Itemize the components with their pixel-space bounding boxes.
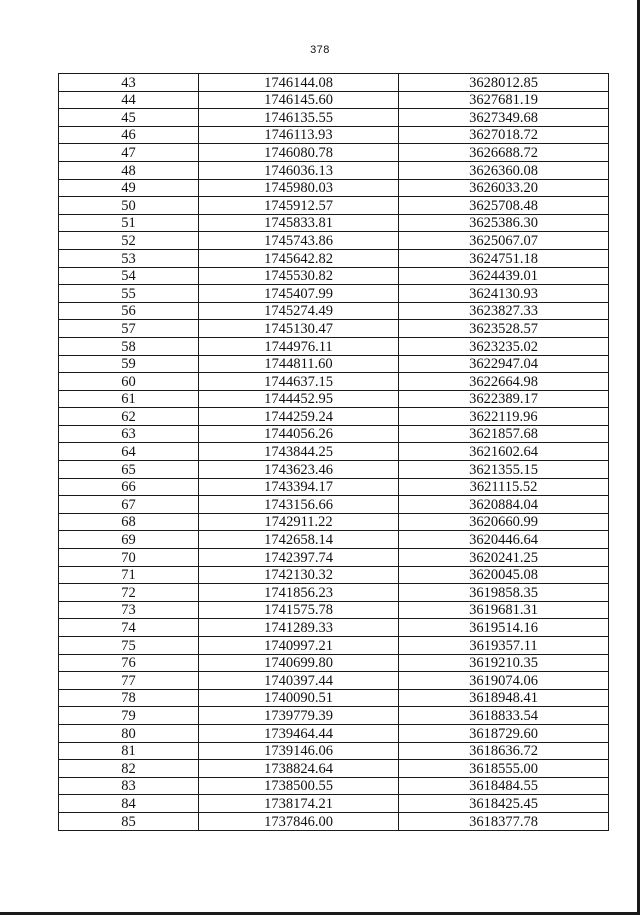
x-coordinate-cell: 1744811.60 — [199, 355, 399, 373]
table-row — [59, 584, 609, 602]
table-row — [59, 654, 609, 672]
table-row — [59, 390, 609, 408]
point-number-cell: 69 — [59, 531, 199, 549]
x-coordinate-cell: 1739464.44 — [199, 724, 399, 742]
page-number: 378 — [310, 44, 330, 56]
point-number-cell: 66 — [59, 478, 199, 496]
x-coordinate-cell: 1745274.49 — [199, 302, 399, 320]
y-coordinate-cell: 3619357.11 — [399, 637, 609, 655]
y-coordinate-cell: 3620045.08 — [399, 566, 609, 584]
table-row — [59, 619, 609, 637]
point-number-cell: 62 — [59, 408, 199, 426]
point-number-cell: 54 — [59, 267, 199, 285]
table-row — [59, 74, 609, 92]
table-row — [59, 601, 609, 619]
table-row — [59, 214, 609, 232]
x-coordinate-cell: 1742911.22 — [199, 513, 399, 531]
y-coordinate-cell: 3621602.64 — [399, 443, 609, 461]
table-row — [59, 689, 609, 707]
coordinate-table — [58, 73, 609, 831]
y-coordinate-cell: 3626360.08 — [399, 161, 609, 179]
table-row — [59, 161, 609, 179]
table-row — [59, 267, 609, 285]
table-row — [59, 812, 609, 830]
table-row — [59, 197, 609, 215]
point-number-cell: 75 — [59, 637, 199, 655]
y-coordinate-cell: 3624439.01 — [399, 267, 609, 285]
table-row — [59, 109, 609, 127]
x-coordinate-cell: 1746080.78 — [199, 144, 399, 162]
y-coordinate-cell: 3618833.54 — [399, 707, 609, 725]
y-coordinate-cell: 3626033.20 — [399, 179, 609, 197]
x-coordinate-cell: 1739146.06 — [199, 742, 399, 760]
y-coordinate-cell: 3618729.60 — [399, 724, 609, 742]
table-row — [59, 566, 609, 584]
y-coordinate-cell: 3618948.41 — [399, 689, 609, 707]
y-coordinate-cell: 3627349.68 — [399, 109, 609, 127]
x-coordinate-cell: 1745912.57 — [199, 197, 399, 215]
y-coordinate-cell: 3622119.96 — [399, 408, 609, 426]
point-number-cell: 52 — [59, 232, 199, 250]
table-body — [59, 74, 609, 831]
y-coordinate-cell: 3626688.72 — [399, 144, 609, 162]
y-coordinate-cell: 3619210.35 — [399, 654, 609, 672]
point-number-cell: 74 — [59, 619, 199, 637]
point-number-cell: 77 — [59, 672, 199, 690]
table-row — [59, 531, 609, 549]
point-number-cell: 82 — [59, 760, 199, 778]
table-row — [59, 513, 609, 531]
point-number-cell: 81 — [59, 742, 199, 760]
table-row — [59, 179, 609, 197]
point-number-cell: 43 — [59, 74, 199, 92]
table-row — [59, 425, 609, 443]
y-coordinate-cell: 3621857.68 — [399, 425, 609, 443]
y-coordinate-cell: 3619074.06 — [399, 672, 609, 690]
x-coordinate-cell: 1743394.17 — [199, 478, 399, 496]
table-row — [59, 126, 609, 144]
point-number-cell: 45 — [59, 109, 199, 127]
point-number-cell: 78 — [59, 689, 199, 707]
point-number-cell: 51 — [59, 214, 199, 232]
point-number-cell: 72 — [59, 584, 199, 602]
y-coordinate-cell: 3619514.16 — [399, 619, 609, 637]
point-number-cell: 79 — [59, 707, 199, 725]
point-number-cell: 85 — [59, 812, 199, 830]
point-number-cell: 58 — [59, 337, 199, 355]
table-row — [59, 443, 609, 461]
y-coordinate-cell: 3625386.30 — [399, 214, 609, 232]
x-coordinate-cell: 1742130.32 — [199, 566, 399, 584]
point-number-cell: 53 — [59, 249, 199, 267]
point-number-cell: 56 — [59, 302, 199, 320]
x-coordinate-cell: 1745980.03 — [199, 179, 399, 197]
table-row — [59, 320, 609, 338]
point-number-cell: 49 — [59, 179, 199, 197]
table-row — [59, 760, 609, 778]
y-coordinate-cell: 3627681.19 — [399, 91, 609, 109]
y-coordinate-cell: 3620660.99 — [399, 513, 609, 531]
y-coordinate-cell: 3618377.78 — [399, 812, 609, 830]
y-coordinate-cell: 3620884.04 — [399, 496, 609, 514]
x-coordinate-cell: 1743844.25 — [199, 443, 399, 461]
x-coordinate-cell: 1746135.55 — [199, 109, 399, 127]
y-coordinate-cell: 3628012.85 — [399, 74, 609, 92]
x-coordinate-cell: 1745130.47 — [199, 320, 399, 338]
point-number-cell: 68 — [59, 513, 199, 531]
x-coordinate-cell: 1740090.51 — [199, 689, 399, 707]
y-coordinate-cell: 3619858.35 — [399, 584, 609, 602]
point-number-cell: 63 — [59, 425, 199, 443]
y-coordinate-cell: 3623528.57 — [399, 320, 609, 338]
point-number-cell: 64 — [59, 443, 199, 461]
x-coordinate-cell: 1746145.60 — [199, 91, 399, 109]
point-number-cell: 65 — [59, 461, 199, 479]
y-coordinate-cell: 3618484.55 — [399, 777, 609, 795]
y-coordinate-cell: 3620446.64 — [399, 531, 609, 549]
y-coordinate-cell: 3618425.45 — [399, 795, 609, 813]
x-coordinate-cell: 1741856.23 — [199, 584, 399, 602]
y-coordinate-cell: 3625067.07 — [399, 232, 609, 250]
x-coordinate-cell: 1741575.78 — [199, 601, 399, 619]
x-coordinate-cell: 1742397.74 — [199, 549, 399, 567]
y-coordinate-cell: 3622389.17 — [399, 390, 609, 408]
x-coordinate-cell: 1745743.86 — [199, 232, 399, 250]
point-number-cell: 60 — [59, 373, 199, 391]
point-number-cell: 55 — [59, 285, 199, 303]
y-coordinate-cell: 3624751.18 — [399, 249, 609, 267]
x-coordinate-cell: 1744056.26 — [199, 425, 399, 443]
y-coordinate-cell: 3618636.72 — [399, 742, 609, 760]
table-row — [59, 478, 609, 496]
table-row — [59, 707, 609, 725]
x-coordinate-cell: 1744637.15 — [199, 373, 399, 391]
table-row — [59, 549, 609, 567]
table-row — [59, 777, 609, 795]
table-row — [59, 373, 609, 391]
y-coordinate-cell: 3618555.00 — [399, 760, 609, 778]
x-coordinate-cell: 1746036.13 — [199, 161, 399, 179]
x-coordinate-cell: 1742658.14 — [199, 531, 399, 549]
x-coordinate-cell: 1743156.66 — [199, 496, 399, 514]
y-coordinate-cell: 3623235.02 — [399, 337, 609, 355]
point-number-cell: 76 — [59, 654, 199, 672]
point-number-cell: 46 — [59, 126, 199, 144]
x-coordinate-cell: 1746113.93 — [199, 126, 399, 144]
x-coordinate-cell: 1745642.82 — [199, 249, 399, 267]
x-coordinate-cell: 1743623.46 — [199, 461, 399, 479]
point-number-cell: 73 — [59, 601, 199, 619]
table-row — [59, 637, 609, 655]
point-number-cell: 84 — [59, 795, 199, 813]
x-coordinate-cell: 1738500.55 — [199, 777, 399, 795]
point-number-cell: 48 — [59, 161, 199, 179]
y-coordinate-cell: 3622664.98 — [399, 373, 609, 391]
x-coordinate-cell: 1745407.99 — [199, 285, 399, 303]
y-coordinate-cell: 3623827.33 — [399, 302, 609, 320]
y-coordinate-cell: 3619681.31 — [399, 601, 609, 619]
table-row — [59, 496, 609, 514]
y-coordinate-cell: 3625708.48 — [399, 197, 609, 215]
point-number-cell: 57 — [59, 320, 199, 338]
y-coordinate-cell: 3627018.72 — [399, 126, 609, 144]
table-row — [59, 724, 609, 742]
x-coordinate-cell: 1745833.81 — [199, 214, 399, 232]
point-number-cell: 44 — [59, 91, 199, 109]
x-coordinate-cell: 1744259.24 — [199, 408, 399, 426]
x-coordinate-cell: 1740699.80 — [199, 654, 399, 672]
table-row — [59, 795, 609, 813]
y-coordinate-cell: 3621115.52 — [399, 478, 609, 496]
point-number-cell: 67 — [59, 496, 199, 514]
x-coordinate-cell: 1737846.00 — [199, 812, 399, 830]
x-coordinate-cell: 1746144.08 — [199, 74, 399, 92]
x-coordinate-cell: 1738824.64 — [199, 760, 399, 778]
point-number-cell: 47 — [59, 144, 199, 162]
point-number-cell: 50 — [59, 197, 199, 215]
point-number-cell: 71 — [59, 566, 199, 584]
point-number-cell: 61 — [59, 390, 199, 408]
table-row — [59, 408, 609, 426]
table-row — [59, 461, 609, 479]
table-row — [59, 337, 609, 355]
table-row — [59, 672, 609, 690]
x-coordinate-cell: 1744976.11 — [199, 337, 399, 355]
x-coordinate-cell: 1745530.82 — [199, 267, 399, 285]
table-row — [59, 91, 609, 109]
y-coordinate-cell: 3622947.04 — [399, 355, 609, 373]
point-number-cell: 80 — [59, 724, 199, 742]
x-coordinate-cell: 1738174.21 — [199, 795, 399, 813]
table-row — [59, 742, 609, 760]
x-coordinate-cell: 1741289.33 — [199, 619, 399, 637]
x-coordinate-cell: 1739779.39 — [199, 707, 399, 725]
x-coordinate-cell: 1740397.44 — [199, 672, 399, 690]
table-row — [59, 285, 609, 303]
point-number-cell: 70 — [59, 549, 199, 567]
point-number-cell: 59 — [59, 355, 199, 373]
y-coordinate-cell: 3620241.25 — [399, 549, 609, 567]
table-row — [59, 249, 609, 267]
point-number-cell: 83 — [59, 777, 199, 795]
y-coordinate-cell: 3624130.93 — [399, 285, 609, 303]
table-row — [59, 144, 609, 162]
table-row — [59, 232, 609, 250]
x-coordinate-cell: 1740997.21 — [199, 637, 399, 655]
y-coordinate-cell: 3621355.15 — [399, 461, 609, 479]
x-coordinate-cell: 1744452.95 — [199, 390, 399, 408]
table-row — [59, 302, 609, 320]
table-row — [59, 355, 609, 373]
